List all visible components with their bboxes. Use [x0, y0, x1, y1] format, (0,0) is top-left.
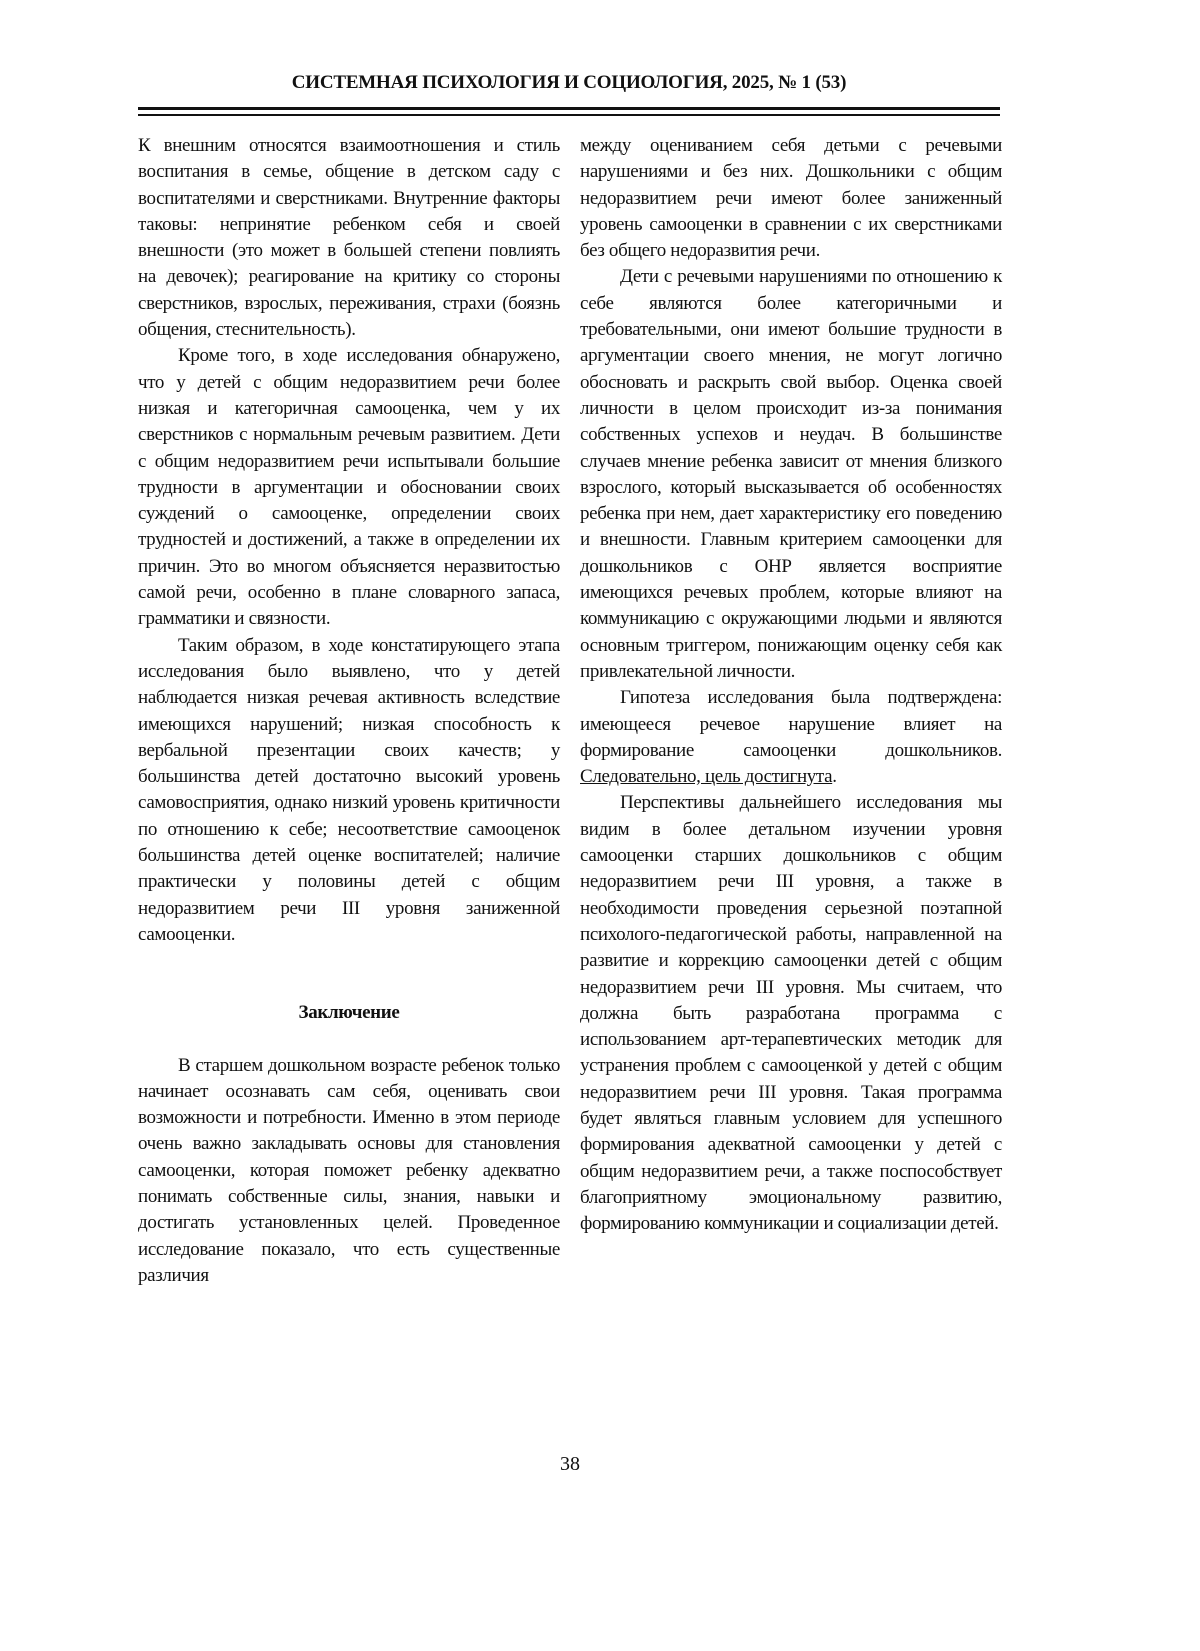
hypothesis-paragraph	[580, 685, 1002, 790]
section-title: Заключение	[138, 1000, 560, 1026]
right-column	[580, 133, 1002, 1237]
journal-header: СИСТЕМНАЯ ПСИХОЛОГИЯ И СОЦИОЛОГИЯ, 2025, № 1 (53)	[138, 72, 1000, 94]
paragraph: между оцениванием себя детьми с речевыми нарушениями и без них. Дошкольники с общим недоразвитием речи имеют более заниженный уровень самооценки в сравнении с их сверстниками без общего недоразвития речи.	[580, 133, 1002, 264]
underlined-conclusion: Следовательно, цель достигнута	[580, 766, 832, 787]
paragraph: К внешним относятся взаимоотношения и стиль воспитания в семье, общение в детском саду с воспитателями и сверстниками. Внутренние факторы таковы: непринятие ребенком себя и своей внешности (это может в большей степени повлиять на девочек); реагирование на критику со стороны сверстников, взрослых, переживания, страхи (боязнь общения, стеснительность).	[138, 133, 560, 343]
left-column	[138, 133, 560, 1289]
header-rule-thick	[138, 107, 1000, 110]
paragraph: Перспективы дальнейшего исследования мы видим в более детальном изучении уровня самооценки старших дошкольников с общим недоразвитием речи III уровня, а также в необходимости проведения серьезной поэтапной психолого-педагогической работы, направленной на развитие и коррекцию самооценки детей с общим недоразвитием речи III уровня. Мы считаем, что должна быть разработана программа с использованием арт-терапевтических методик для устранения проблем с самооценкой у детей с общим недоразвитием речи III уровня. Такая программа будет являться главным условием для успешного формирования адекватной самооценки у детей с общим недоразвитием речи, а также поспособствует благоприятному эмоциональному развитию, формированию коммуникации и социализации детей.	[580, 790, 1002, 1237]
paragraph: Таким образом, в ходе констатирующего этапа исследования было выявлено, что у детей наблюдается низкая речевая активность вследствие имеющихся нарушений; низкая способность к вербальной презентации своих качеств; у большинства детей достаточно высокий уровень самовосприятия, однако низкий уровень критичности по отношению к себе; несоответствие самооценок большинства детей оценке воспитателей; наличие практически у половины детей с общим недоразвитием речи III уровня заниженной самооценки.	[138, 633, 560, 949]
period: .	[832, 766, 836, 787]
paragraph: Дети с речевыми нарушениями по отношению к себе являются более категоричными и требовательными, они имеют большие трудности в аргументации своего мнения, не могут логично обосновать и раскрыть свой выбор. Оценка своей личности в целом происходит из-за понимания собственных успехов и неудач. В большинстве случаев мнение ребенка зависит от мнения близкого взрослого, который высказывается об особенностях ребенка при нем, дает характеристику его поведению и внешности. Главным критерием самооценки для дошкольников с ОНР является восприятие имеющихся речевых проблем, которые влияют на коммуникацию с окружающими людьми и являются основным триггером, понижающим оценку себя как привлекательной личности.	[580, 264, 1002, 685]
page-number: 38	[0, 1453, 1140, 1476]
paragraph: Кроме того, в ходе исследования обнаружено, что у детей с общим недоразвитием речи более низкая и категоричная самооценка, чем у их сверстников с нормальным речевым развитием. Дети с общим недоразвитием речи испытывали большие трудности в аргументации и обосновании своих суждений о самооценке, определении своих трудностей и достижений, а также в определении их причин. Это во многом объясняется неразвитостью самой речи, особенно в плане словарного запаса, грамматики и связности.	[138, 343, 560, 632]
hypothesis-text: Гипотеза исследования была подтверждена: имеющееся речевое нарушение влияет на формирование самооценки дошкольников.	[580, 687, 1002, 761]
paragraph: В старшем дошкольном возрасте ребенок только начинает осознавать сам себя, оценивать свои возможности и потребности. Именно в этом периоде очень важно закладывать основы для становления самооценки, которая поможет ребенку адекватно понимать собственные силы, знания, навыки и достигать установленных целей. Проведенное исследование показало, что есть существенные различия	[138, 1053, 560, 1290]
header-rule-thin	[138, 114, 1000, 116]
